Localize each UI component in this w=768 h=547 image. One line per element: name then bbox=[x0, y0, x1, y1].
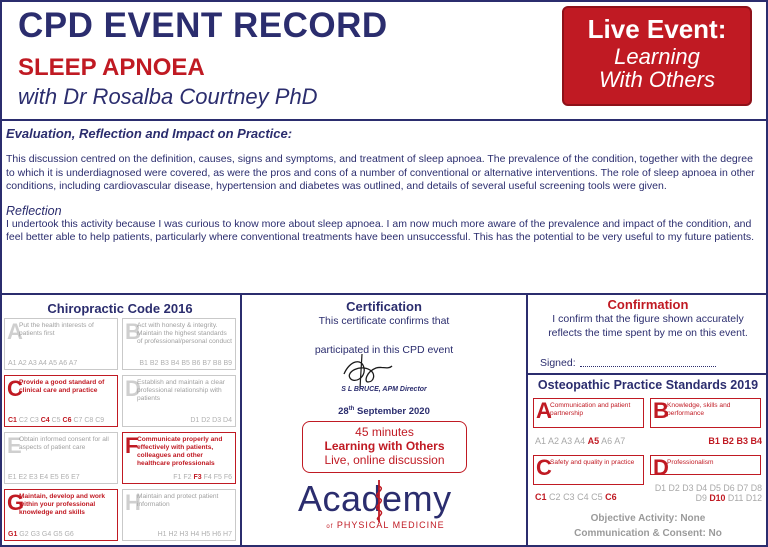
code-item: C2 bbox=[18, 417, 28, 424]
osteo-standard-b bbox=[650, 398, 761, 428]
code-item: F3 bbox=[193, 474, 202, 481]
code-item: B7 bbox=[202, 360, 211, 367]
academy-logo-sub: PHYSICAL MEDICINE bbox=[336, 520, 445, 530]
code-item: G1 bbox=[8, 531, 18, 538]
code-item: D6 bbox=[723, 483, 735, 493]
code-item: E4 bbox=[39, 474, 49, 481]
code-item: H2 bbox=[168, 531, 178, 538]
code-item: D3 bbox=[682, 483, 694, 493]
signed-label: Signed: bbox=[540, 357, 576, 369]
chiro-code-list bbox=[126, 360, 232, 367]
osteo-standard-description: Safety and quality in practice bbox=[550, 459, 635, 466]
code-item: C6 bbox=[62, 417, 72, 424]
chiro-code-letter: G bbox=[7, 490, 25, 515]
certification-participated: participated in this CPD event bbox=[314, 344, 454, 356]
code-item: D11 bbox=[727, 493, 744, 503]
confirmation-text: I confirm that the figure shown accurately reflects the time spent by me on this event. bbox=[548, 313, 748, 339]
code-item: H4 bbox=[190, 531, 200, 538]
osteo-standard-letter: B bbox=[653, 398, 669, 423]
chiro-code-letter: F bbox=[125, 433, 139, 458]
osteo-standard-letter: D bbox=[653, 455, 669, 480]
code-item: C4 bbox=[577, 492, 589, 502]
chiro-code-letter: H bbox=[125, 490, 141, 515]
code-item: H7 bbox=[223, 531, 232, 538]
code-item: B1 bbox=[708, 436, 720, 446]
academy-logo-subtitle bbox=[298, 520, 473, 530]
chiro-code-list bbox=[126, 474, 232, 481]
chiro-code-letter: B bbox=[125, 319, 141, 344]
header bbox=[0, 0, 768, 120]
code-item: B4 bbox=[170, 360, 180, 367]
confirmation-title: Confirmation bbox=[607, 297, 689, 312]
chiro-code-letter: D bbox=[125, 376, 141, 401]
code-item: D9 bbox=[695, 493, 707, 503]
code-item: C5 bbox=[51, 417, 61, 424]
reflection-heading: Reflection bbox=[6, 203, 62, 218]
code-item: B6 bbox=[191, 360, 201, 367]
code-item: G3 bbox=[30, 531, 40, 538]
academy-logo bbox=[298, 478, 473, 540]
chiro-code-description: Maintain, develop and work within your professional knowledge and skills bbox=[19, 493, 106, 516]
osteo-standard-description: Communication and patient partnership bbox=[550, 402, 631, 417]
chiro-code-letter: C bbox=[7, 376, 23, 401]
chiro-code-a bbox=[4, 318, 118, 370]
chiro-code-list bbox=[8, 360, 114, 367]
code-item: B9 bbox=[223, 360, 232, 367]
osteo-code-list bbox=[535, 492, 643, 502]
live-event-line1: Learning bbox=[614, 44, 700, 69]
code-item: D8 bbox=[750, 483, 762, 493]
column-divider bbox=[526, 295, 528, 547]
chiro-code-e bbox=[4, 432, 118, 484]
chiro-code-b bbox=[122, 318, 236, 370]
chiro-code-description: Maintain and protect patient information bbox=[137, 493, 219, 508]
caduceus-icon bbox=[368, 478, 390, 524]
code-item: D2 bbox=[668, 483, 680, 493]
code-item: C1 bbox=[8, 417, 17, 424]
code-item: D2 bbox=[201, 417, 211, 424]
code-item: C5 bbox=[591, 492, 603, 502]
code-item: C3 bbox=[563, 492, 575, 502]
code-item: A5 bbox=[48, 360, 58, 367]
date-day: 28 bbox=[338, 406, 349, 418]
chiro-code-list bbox=[126, 531, 232, 538]
code-item: C6 bbox=[605, 492, 617, 502]
divider bbox=[0, 119, 768, 121]
code-item: E5 bbox=[50, 474, 59, 481]
code-item: F4 bbox=[203, 474, 212, 481]
chiro-code-list bbox=[8, 417, 114, 424]
code-item: A4 bbox=[38, 360, 47, 367]
live-event-line2: With Others bbox=[599, 67, 715, 92]
code-item: G6 bbox=[64, 531, 74, 538]
chiro-code-g bbox=[4, 489, 118, 541]
chiro-code-description: Establish and maintain a clear professional relationship with patients bbox=[137, 379, 225, 402]
reflection-body: I undertook this activity because I was curious to know more about sleep apnoea. I am now much more aware of the prevalence and impact of the condition, and feel better able to help patients, particularly where conventional treatments have been unsuccessful. This has the potential to be very useful to my future patients. bbox=[6, 217, 755, 243]
certification-text: This certificate confirms that bbox=[318, 315, 450, 327]
code-item: D3 bbox=[212, 417, 222, 424]
chiro-code-d bbox=[122, 375, 236, 427]
evaluation-body: This discussion centred on the definition, causes, signs and symptoms, and treatment of sleep apnoea. The prevalence of the condition, together with the degree to which it is underdiagnosed were covered, as were the pros and cons of a number of conventional or alternative interventions. The role of sleep apnoea in other conditions, including cardiovascular disease, hypertension and diabetes was outlined, and details of several useful screening tools were given. bbox=[6, 153, 755, 192]
code-item: H6 bbox=[212, 531, 222, 538]
code-item: A3 bbox=[561, 436, 573, 446]
code-item: D7 bbox=[737, 483, 749, 493]
chiro-code-letter: A bbox=[7, 319, 23, 344]
code-item: B3 bbox=[736, 436, 748, 446]
chiro-code-list bbox=[8, 474, 114, 481]
code-item: A7 bbox=[68, 360, 78, 367]
chiropractic-code-title: Chiropractic Code 2016 bbox=[47, 301, 193, 316]
signature-line bbox=[580, 366, 716, 367]
event-date bbox=[242, 406, 526, 417]
date-rest: September 2020 bbox=[354, 406, 430, 418]
code-item: E7 bbox=[71, 474, 80, 481]
evaluation-heading: Evaluation, Reflection and Impact on Practice: bbox=[6, 126, 293, 141]
code-item: C2 bbox=[549, 492, 561, 502]
objective-activity: Objective Activity: None bbox=[590, 513, 706, 524]
code-item: A7 bbox=[614, 436, 626, 446]
code-item: B2 bbox=[722, 436, 734, 446]
osteo-standard-description: Knowledge, skills and performance bbox=[667, 402, 731, 417]
code-item: D12 bbox=[745, 493, 762, 503]
signatory-name: S L BRUCE, APM Director bbox=[341, 386, 427, 393]
code-item: C7 bbox=[73, 417, 83, 424]
date-suffix: th bbox=[348, 406, 355, 412]
cpd-name: Learning with Others bbox=[324, 439, 445, 453]
chiro-code-description: Communicate properly and effectively with patients, colleagues and other healthcare professionals bbox=[137, 436, 223, 467]
code-item: B8 bbox=[212, 360, 222, 367]
code-item: F6 bbox=[223, 474, 232, 481]
code-item: A1 bbox=[535, 436, 547, 446]
chiro-code-description: Obtain informed consent for all aspects of patient care bbox=[19, 436, 109, 451]
osteo-code-list bbox=[535, 436, 643, 446]
code-item: H1 bbox=[157, 531, 167, 538]
code-item: B5 bbox=[181, 360, 190, 367]
certification-title: Certification bbox=[346, 299, 422, 314]
code-item: A5 bbox=[587, 436, 600, 446]
chiro-code-description: Provide a good standard of clinical care and practice bbox=[19, 379, 105, 394]
chiro-code-h bbox=[122, 489, 236, 541]
code-item: G5 bbox=[53, 531, 63, 538]
event-title: SLEEP APNOEA bbox=[18, 54, 205, 81]
code-item: A1 bbox=[8, 360, 17, 367]
code-item: F2 bbox=[183, 474, 192, 481]
code-item: A6 bbox=[58, 360, 68, 367]
code-item: H3 bbox=[179, 531, 189, 538]
document-title: CPD EVENT RECORD bbox=[18, 6, 388, 45]
code-item: G4 bbox=[41, 531, 52, 538]
code-item: A3 bbox=[28, 360, 37, 367]
osteopathic-standards-title: Osteopathic Practice Standards 2019 bbox=[537, 378, 759, 392]
code-item: G2 bbox=[19, 531, 29, 538]
code-item: E6 bbox=[60, 474, 70, 481]
code-item: C8 bbox=[84, 417, 94, 424]
cpd-mode: Live, online discussion bbox=[324, 453, 445, 467]
code-item: F5 bbox=[213, 474, 222, 481]
code-item: A2 bbox=[548, 436, 560, 446]
code-item: C3 bbox=[29, 417, 39, 424]
code-item: C1 bbox=[535, 492, 547, 502]
code-item: D5 bbox=[709, 483, 721, 493]
osteo-code-list bbox=[650, 436, 762, 446]
divider bbox=[0, 293, 768, 295]
column-divider bbox=[240, 295, 242, 547]
director-signature bbox=[336, 352, 396, 390]
code-item: B1 bbox=[139, 360, 148, 367]
academy-logo-of: of bbox=[326, 524, 334, 530]
chiro-code-description: Put the health interests of patients first bbox=[19, 322, 94, 337]
cpd-duration: 45 minutes bbox=[355, 425, 414, 439]
osteo-standard-description: Professionalism bbox=[667, 459, 714, 466]
code-item: D4 bbox=[695, 483, 708, 493]
chiro-code-description: Act with honesty & integrity. Maintain the highest standards of professional/personal conduct bbox=[137, 322, 232, 345]
chiro-code-list bbox=[126, 417, 232, 424]
code-item: B2 bbox=[149, 360, 159, 367]
evaluation-section bbox=[6, 124, 758, 245]
osteo-standard-d bbox=[650, 455, 761, 480]
code-item: A2 bbox=[18, 360, 27, 367]
osteo-standard-letter: A bbox=[536, 398, 552, 423]
code-item: C4 bbox=[40, 417, 50, 424]
divider bbox=[527, 373, 768, 375]
code-item: E2 bbox=[18, 474, 28, 481]
presenter: with Dr Rosalba Courtney PhD bbox=[18, 84, 318, 109]
academy-logo-word: Academy bbox=[298, 478, 452, 519]
code-item: E3 bbox=[29, 474, 38, 481]
code-item: B4 bbox=[750, 436, 762, 446]
code-item: B3 bbox=[160, 360, 169, 367]
chiro-code-list bbox=[8, 531, 114, 538]
code-item: E1 bbox=[8, 474, 17, 481]
code-item: D1 bbox=[190, 417, 200, 424]
live-event-badge bbox=[562, 6, 752, 106]
osteo-standard-c bbox=[533, 455, 644, 485]
osteo-standard-letter: C bbox=[536, 455, 552, 480]
cpd-summary-box bbox=[302, 421, 467, 473]
code-item: A4 bbox=[574, 436, 586, 446]
live-event-title: Live Event: bbox=[587, 14, 727, 44]
code-item: D4 bbox=[223, 417, 232, 424]
chiro-code-f bbox=[122, 432, 236, 484]
chiro-code-letter: E bbox=[7, 433, 22, 458]
osteo-code-list bbox=[650, 483, 762, 503]
code-item: C9 bbox=[95, 417, 105, 424]
code-item: F1 bbox=[173, 474, 182, 481]
code-item: H5 bbox=[201, 531, 211, 538]
code-item: D1 bbox=[654, 483, 667, 493]
code-item: D10 bbox=[709, 493, 726, 503]
chiro-code-c bbox=[4, 375, 118, 427]
osteo-standard-a bbox=[533, 398, 644, 428]
code-item: A6 bbox=[601, 436, 613, 446]
communication-consent: Communication & Consent: No bbox=[574, 528, 722, 539]
